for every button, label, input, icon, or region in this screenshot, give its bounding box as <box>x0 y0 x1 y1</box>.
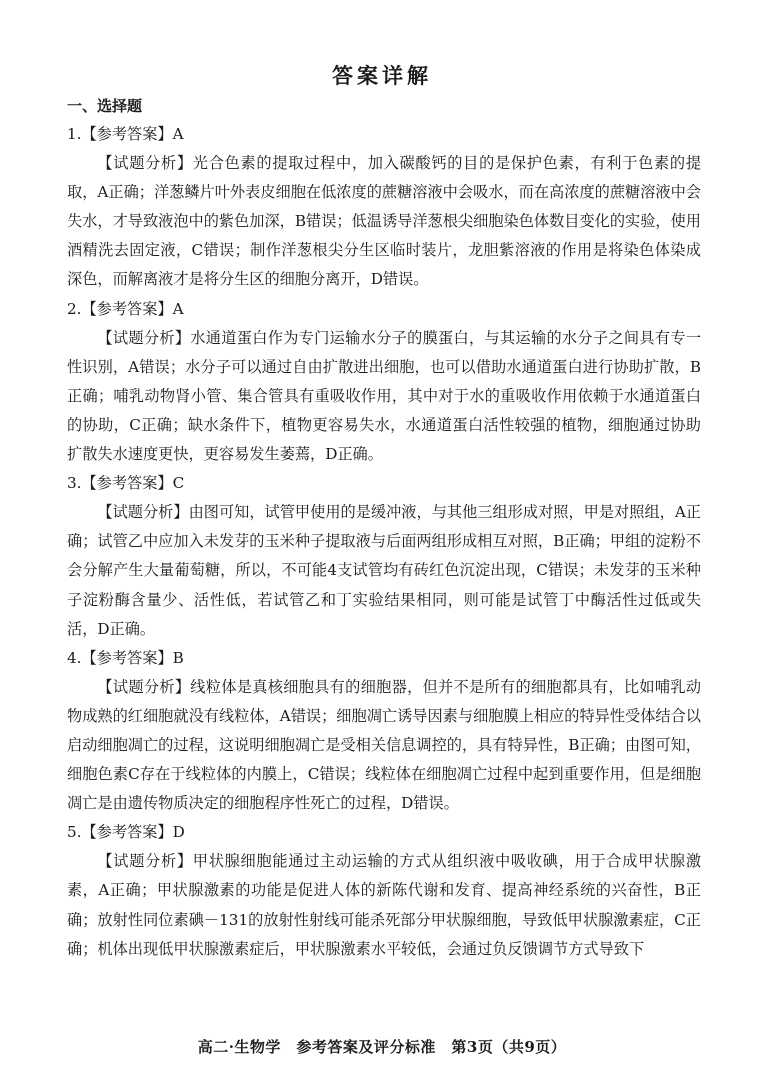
question-5-analysis: 【试题分析】甲状腺细胞能通过主动运输的方式从组织液中吸收碘，用于合成甲状腺激素，A正确；甲状腺激素的功能是促进人体的新陈代谢和发育、提高神经系统的兴奋性，B正确；放射性同位素碘－131的放射性射线可能杀死部分甲状腺细胞，导致低甲状腺激素症，C正确；机体出现低甲状腺激素症后，甲状腺激素水平较低，会通过负反馈调节方式导致下 <box>67 852 701 958</box>
answer-content <box>67 120 701 964</box>
question-3-answer: 3.【参考答案】C <box>67 474 185 493</box>
question-1-analysis: 【试题分析】光合色素的提取过程中，加入碳酸钙的目的是保护色素，有利于色素的提取，A正确；洋葱鳞片叶外表皮细胞在低浓度的蔗糖溶液中会吸水，而在高浓度的蔗糖溶液中会失水，才导致液泡中的紫色加深，B错误；低温诱导洋葱根尖细胞染色体数目变化的实验，使用酒精洗去固定液，C错误；制作洋葱根尖分生区临时装片，龙胆紫溶液的作用是将染色体染成深色，而解离液才是将分生区的细胞分离开，D错误。 <box>67 154 701 289</box>
section-heading: 一、选择题 <box>67 97 143 115</box>
question-2-answer: 2.【参考答案】A <box>67 299 184 318</box>
question-4-analysis: 【试题分析】线粒体是真核细胞具有的细胞器，但并不是所有的细胞都具有，比如哺乳动物成熟的红细胞就没有线粒体，A错误；细胞凋亡诱导因素与细胞膜上相应的特异性受体结合以启动细胞凋亡的过程，这说明细胞凋亡是受相关信息调控的，具有特异性，B正确；由图可知，细胞色素C存在于线粒体的内膜上，C错误；线粒体在细胞凋亡过程中起到重要作用，但是细胞凋亡是由遗传物质决定的细胞程序性死亡的过程，D错误。 <box>67 677 701 813</box>
page-title: 答案详解 <box>332 64 432 88</box>
question-4-answer: 4.【参考答案】B <box>67 648 184 667</box>
question-3-analysis: 【试题分析】由图可知，试管甲使用的是缓冲液，与其他三组形成对照，甲是对照组，A正确；试管乙中应加入未发芽的玉米种子提取液与后面两组形成相互对照，B正确；甲组的淀粉不会分解产生大量葡萄糖，所以，不可能4支试管均有砖红色沉淀出现，C错误；未发芽的玉米种子淀粉酶含量少、活性低，若试管乙和丁实验结果相同，则可能是试管丁中酶活性过低或失活，D正确。 <box>67 503 701 638</box>
question-1-answer: 1.【参考答案】A <box>67 125 184 143</box>
question-5-answer: 5.【参考答案】D <box>67 823 185 842</box>
question-2-analysis: 【试题分析】水通道蛋白作为专门运输水分子的膜蛋白，与其运输的水分子之间具有专一性识别，A错误；水分子可以通过自由扩散进出细胞，也可以借助水通道蛋白进行协助扩散，B正确；哺乳动物肾小管、集合管具有重吸收作用，其中对于水的重吸收作用依赖于水通道蛋白的协助，C正确；缺水条件下，植物更容易失水，水通道蛋白活性较强的植物，细胞通过协助扩散失水速度更快，更容易发生萎蔫，D正确。 <box>67 328 701 464</box>
page-footer: 高二·生物学 参考答案及评分标准 第3页（共9页） <box>197 1038 567 1056</box>
